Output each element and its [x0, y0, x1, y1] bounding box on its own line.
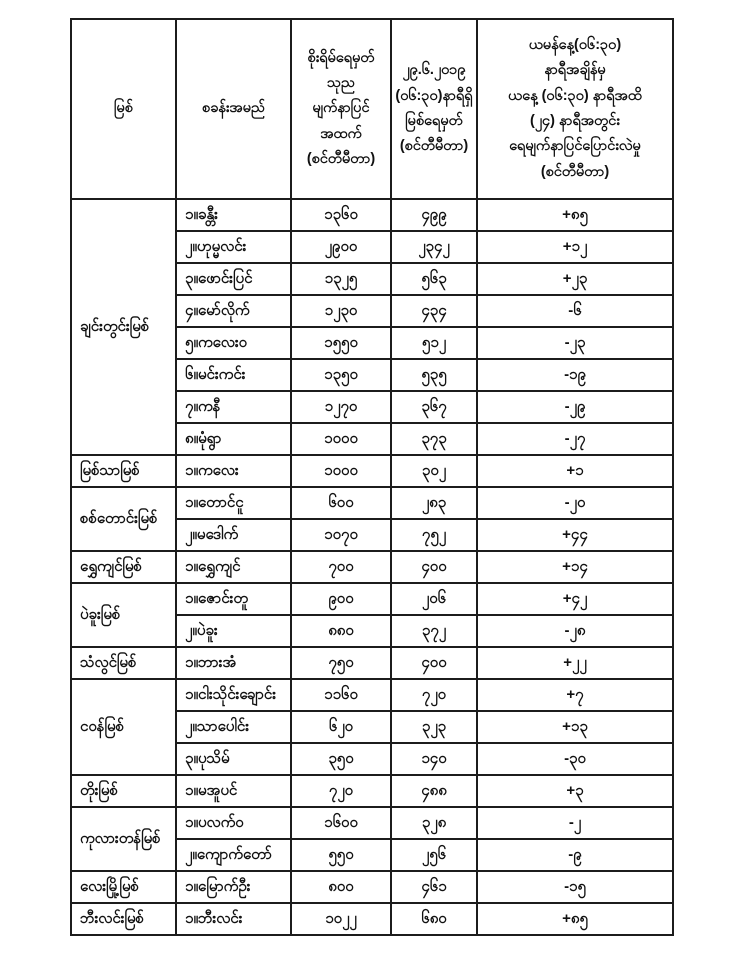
table-row: [71, 903, 673, 935]
danger-level-cell: ၇၀၀: [291, 551, 391, 583]
table-row: [71, 583, 673, 615]
river-name-cell: စစ်တောင်းမြစ်: [71, 487, 176, 551]
change-cell: -၂၉: [477, 391, 673, 423]
change-cell: +၁၂: [477, 231, 673, 263]
observed-level-cell: ၃၇၃: [391, 423, 477, 455]
danger-level-cell: ၁၃၆၀: [291, 199, 391, 231]
danger-level-cell: ၁၂၇၀: [291, 391, 391, 423]
danger-level-cell: ၆၀၀: [291, 487, 391, 519]
station-name-cell: ၆။မင်းကင်း: [176, 359, 291, 391]
observed-level-cell: ၅၆၃: [391, 263, 477, 295]
station-name-cell: ၁။ရွှေကျင်: [176, 551, 291, 583]
danger-level-cell: ၆၂၀: [291, 711, 391, 743]
danger-level-cell: ၃၅၀: [291, 743, 391, 775]
station-name-cell: ၄။မော်လိုက်: [176, 295, 291, 327]
station-name-cell: ၅။ကလေးဝ: [176, 327, 291, 359]
station-name-cell: ၁။မြောက်ဦး: [176, 871, 291, 903]
change-cell: -၂၃: [477, 327, 673, 359]
table-row: [71, 679, 673, 711]
change-cell: +၃: [477, 775, 673, 807]
river-name-cell: ငဝန်မြစ်: [71, 679, 176, 775]
observed-level-cell: ၄၀၀: [391, 551, 477, 583]
danger-level-cell: ၁၀၇၀: [291, 519, 391, 551]
change-cell: +၈၅: [477, 199, 673, 231]
station-name-cell: ၁။ပလက်ဝ: [176, 807, 291, 839]
header-24hr-change: ယမန်နေ့(၀၆:၃၀) နာရီအချိန်မှ ယနေ့ (၀၆:၃၀) နာရီအထိ (၂၄) နာရီအတွင်း ရေမျက်နာပြင်ပြောင်းလဲမှု (စင်တီမီတာ): [477, 19, 673, 199]
river-name-cell: ကုလားတန်မြစ်: [71, 807, 176, 871]
station-name-cell: ၃။ပုသိမ်: [176, 743, 291, 775]
river-name-cell: မြစ်သာမြစ်: [71, 455, 176, 487]
station-name-cell: ၁။တောင်ငူ: [176, 487, 291, 519]
header-station-name: စခန်းအမည်: [176, 19, 291, 199]
header-danger-level: စိုးရိမ်ရေမှတ် သုည မျက်နာပြင် အထက် (စင်တီမီတာ): [291, 19, 391, 199]
table-row: [71, 199, 673, 231]
observed-level-cell: ၃၂၃: [391, 711, 477, 743]
station-name-cell: ၁။ကလေး: [176, 455, 291, 487]
observed-level-cell: ၇၂၀: [391, 679, 477, 711]
station-name-cell: ၂။မဒေါက်: [176, 519, 291, 551]
observed-level-cell: ၄၆၁: [391, 871, 477, 903]
observed-level-cell: ၄၉၉: [391, 199, 477, 231]
danger-level-cell: ၁၀၀၀: [291, 455, 391, 487]
change-cell: -၁၉: [477, 359, 673, 391]
table-row: [71, 775, 673, 807]
table-row: [71, 455, 673, 487]
header-row: [71, 19, 673, 199]
river-name-cell: ချင်းတွင်းမြစ်: [71, 199, 176, 455]
header-observed-level: ၂၉.၆.၂၀၁၉ (၀၆:၃၀)နာရီရှိ မြစ်ရေမှတ် (စင်တီမီတာ): [391, 19, 477, 199]
change-cell: -၂၀: [477, 487, 673, 519]
observed-level-cell: ၃၆၇: [391, 391, 477, 423]
table-row: [71, 551, 673, 583]
station-name-cell: ၈။မုံရွာ: [176, 423, 291, 455]
danger-level-cell: ၁၀၀၀: [291, 423, 391, 455]
river-name-cell: ရွှေကျင်မြစ်: [71, 551, 176, 583]
change-cell: +၇: [477, 679, 673, 711]
station-name-cell: ၂။သာပေါင်း: [176, 711, 291, 743]
change-cell: +၁၃: [477, 711, 673, 743]
observed-level-cell: ၅၁၂: [391, 327, 477, 359]
river-name-cell: ပဲခူးမြစ်: [71, 583, 176, 647]
change-cell: -၃၀: [477, 743, 673, 775]
station-name-cell: ၁။မအူပင်: [176, 775, 291, 807]
change-cell: +၄၂: [477, 583, 673, 615]
danger-level-cell: ၁၁၆၀: [291, 679, 391, 711]
observed-level-cell: ၇၅၂: [391, 519, 477, 551]
change-cell: +၁၄: [477, 551, 673, 583]
observed-level-cell: ၄၃၄: [391, 295, 477, 327]
change-cell: -၁၅: [477, 871, 673, 903]
change-cell: +၈၅: [477, 903, 673, 935]
observed-level-cell: ၄၈၈: [391, 775, 477, 807]
danger-level-cell: ၅၅၀: [291, 839, 391, 871]
change-cell: -၆: [477, 295, 673, 327]
change-cell: -၉: [477, 839, 673, 871]
change-cell: +၂၃: [477, 263, 673, 295]
danger-level-cell: ၁၃၂၅: [291, 263, 391, 295]
station-name-cell: ၁။ဘီးလင်း: [176, 903, 291, 935]
station-name-cell: ၁။ငါးသိုင်းချောင်း: [176, 679, 291, 711]
observed-level-cell: ၂၀၆: [391, 583, 477, 615]
station-name-cell: ၇။ကနီ: [176, 391, 291, 423]
danger-level-cell: ၇၅၀: [291, 647, 391, 679]
change-cell: +၁: [477, 455, 673, 487]
station-name-cell: ၂။ပဲခူး: [176, 615, 291, 647]
river-name-cell: တိုးမြစ်: [71, 775, 176, 807]
change-cell: -၂၈: [477, 615, 673, 647]
danger-level-cell: ၁၀၂၂: [291, 903, 391, 935]
table-row: [71, 871, 673, 903]
danger-level-cell: ၂၉၀၀: [291, 231, 391, 263]
table-row: [71, 807, 673, 839]
danger-level-cell: ၈၈၀: [291, 615, 391, 647]
danger-level-cell: ၇၂၀: [291, 775, 391, 807]
danger-level-cell: ၉၀၀: [291, 583, 391, 615]
danger-level-cell: ၈၀၀: [291, 871, 391, 903]
table-row: [71, 647, 673, 679]
station-name-cell: ၁။ဘားအံ: [176, 647, 291, 679]
observed-level-cell: ၃၀၂: [391, 455, 477, 487]
river-water-level-table: [70, 18, 674, 936]
danger-level-cell: ၁၅၅၀: [291, 327, 391, 359]
danger-level-cell: ၁၆၀၀: [291, 807, 391, 839]
danger-level-cell: ၁၃၅၀: [291, 359, 391, 391]
observed-level-cell: ၃၂၈: [391, 807, 477, 839]
table-row: [71, 487, 673, 519]
observed-level-cell: ၆၈၀: [391, 903, 477, 935]
river-name-cell: ဘီးလင်းမြစ်: [71, 903, 176, 935]
station-name-cell: ၂။ကျောက်တော်: [176, 839, 291, 871]
river-table-body: [71, 199, 673, 935]
river-name-cell: လေးမြို့မြစ်: [71, 871, 176, 903]
change-cell: +၂၂: [477, 647, 673, 679]
station-name-cell: ၁။ဇောင်းတူ: [176, 583, 291, 615]
change-cell: +၄၄: [477, 519, 673, 551]
observed-level-cell: ၄၀၀: [391, 647, 477, 679]
observed-level-cell: ၂၅၆: [391, 839, 477, 871]
change-cell: -၂: [477, 807, 673, 839]
danger-level-cell: ၁၂၃၀: [291, 295, 391, 327]
station-name-cell: ၂။ဟုမ္မလင်း: [176, 231, 291, 263]
table-header: [71, 19, 673, 199]
station-name-cell: ၁။ခန္တီး: [176, 199, 291, 231]
observed-level-cell: ၁၄၀: [391, 743, 477, 775]
observed-level-cell: ၂၃၄၂: [391, 231, 477, 263]
header-river: မြစ်: [71, 19, 176, 199]
change-cell: -၂၇: [477, 423, 673, 455]
river-name-cell: သံလွင်မြစ်: [71, 647, 176, 679]
observed-level-cell: ၂၈၃: [391, 487, 477, 519]
observed-level-cell: ၅၃၅: [391, 359, 477, 391]
station-name-cell: ၃။ဖောင်းပြင်: [176, 263, 291, 295]
observed-level-cell: ၃၇၂: [391, 615, 477, 647]
